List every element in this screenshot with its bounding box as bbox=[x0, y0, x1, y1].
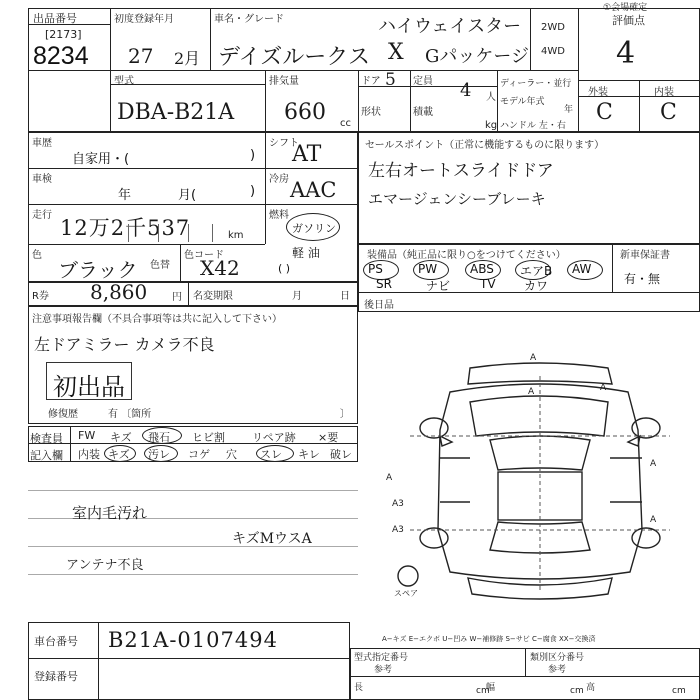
displacement-unit: cc bbox=[340, 118, 351, 129]
grade: X bbox=[388, 40, 404, 65]
damage-mark-left-a3-upper: A3 bbox=[392, 499, 404, 509]
registration-number-label: 登録番号 bbox=[34, 670, 78, 683]
model-designation-ref: 参考 bbox=[374, 665, 393, 675]
history-value: 自家用・( bbox=[72, 152, 130, 167]
recycle-label: R券 bbox=[32, 291, 49, 302]
color-code-label: 色コード bbox=[184, 250, 224, 261]
evaluation-label: 評価点 bbox=[612, 14, 645, 27]
handle-label: ハンドル 左・右 bbox=[500, 121, 566, 131]
dealer-label: ディーラー・並行 bbox=[500, 79, 572, 89]
inspector-item: 穴 bbox=[226, 448, 237, 461]
equipment-item: AW bbox=[572, 262, 592, 276]
doors-label: ドア bbox=[361, 76, 381, 87]
fuel-label: 燃料 bbox=[269, 210, 289, 221]
classification-label: 類別区分番号 bbox=[530, 653, 585, 663]
fuel-other: ( ) bbox=[278, 262, 291, 275]
fuel-gasoline-circle bbox=[286, 213, 340, 241]
aircon-value: AAC bbox=[290, 178, 337, 202]
repair-close: 〕 bbox=[340, 409, 350, 420]
inspection-close: ) bbox=[250, 184, 256, 199]
history-label: 車歴 bbox=[32, 138, 52, 149]
name-change-day: 日 bbox=[340, 291, 350, 302]
width-unit: cm bbox=[570, 686, 584, 696]
shift-label: シフト bbox=[269, 138, 299, 149]
equipment-item: ABS bbox=[470, 262, 494, 276]
repair-value: 有 〔箇所 bbox=[108, 409, 152, 420]
model-year-label: モデル年式 bbox=[500, 97, 545, 107]
lot-number: 8234 bbox=[33, 42, 89, 70]
sales-point-line2: エマージェンシーブレーキ bbox=[368, 190, 546, 208]
length-label: 長 bbox=[354, 683, 364, 693]
damage-mark-left-a3-lower: A3 bbox=[392, 525, 404, 535]
load-label: 積載 bbox=[413, 107, 433, 118]
chassis-label: 車台番号 bbox=[34, 635, 78, 648]
equipment-item: エアB bbox=[520, 264, 553, 278]
name-change-label: 名変期限 bbox=[193, 291, 233, 302]
first-registration-month: 2月 bbox=[174, 49, 201, 68]
inspector-item: FW bbox=[78, 429, 96, 442]
length-unit: cm bbox=[476, 686, 490, 696]
fuel-diesel: 軽 油 bbox=[292, 246, 320, 260]
inspection-month: 月( bbox=[178, 188, 197, 203]
equipment-item: TV bbox=[480, 277, 496, 291]
exterior-label: 外装 bbox=[588, 87, 608, 98]
first-listing-stamp-text: 初出品 bbox=[53, 373, 125, 401]
sales-point-label: セールスポイント（正常に機能するものに限ります） bbox=[365, 140, 605, 151]
shift-value: AT bbox=[292, 142, 322, 167]
inspector-item: キレ bbox=[298, 448, 320, 461]
inspector-item: キズ bbox=[110, 431, 132, 444]
damage-mark-right-door: A bbox=[650, 459, 657, 469]
height-label: 高 bbox=[586, 683, 596, 693]
damage-mark-front-right: A bbox=[600, 383, 607, 393]
chassis-value: B21A-0107494 bbox=[108, 628, 278, 652]
model-designation-label: 型式指定番号 bbox=[354, 653, 409, 663]
classification-ref: 参考 bbox=[548, 665, 567, 675]
inspector-item: ヒビ割 bbox=[192, 431, 225, 444]
notes-line1: 左ドアミラー カメラ不良 bbox=[34, 335, 215, 354]
damage-mark-front: A bbox=[530, 353, 537, 363]
inspector-item: リペア跡 bbox=[252, 431, 296, 444]
damage-legend: A−キズ E−エクボ U−凹み W−補修跡 S−サビ C−腐食 XX−交換済 bbox=[382, 635, 596, 643]
color-label: 色 bbox=[32, 250, 42, 261]
capacity-unit: 人 bbox=[486, 92, 496, 103]
lot-sub-number: [2173] bbox=[45, 28, 82, 41]
inspection-year: 年 bbox=[118, 188, 132, 203]
first-registration-year: 27 bbox=[128, 44, 154, 68]
interior-label: 内装 bbox=[654, 87, 674, 98]
doors-value: 5 bbox=[385, 70, 396, 90]
model-name-label: 車名・グレード bbox=[214, 14, 284, 25]
capacity-label: 定員 bbox=[413, 76, 433, 87]
model-name-main: デイズルークス bbox=[218, 45, 371, 70]
mileage-unit: km bbox=[228, 230, 244, 241]
lot-number-label: 出品番号 bbox=[33, 12, 77, 25]
interior-grade: C bbox=[660, 100, 677, 125]
warranty-label: 新車保証書 bbox=[620, 250, 670, 261]
damage-mark-hood: A bbox=[528, 387, 535, 397]
inspector-item: 汚レ bbox=[148, 448, 170, 461]
remarks-line2: キズMウスA bbox=[232, 531, 312, 547]
recycle-unit: 円 bbox=[172, 292, 182, 303]
capacity-value: 4 bbox=[460, 80, 472, 101]
inspector-item-circle bbox=[256, 445, 294, 462]
type-label: 型式 bbox=[114, 76, 134, 87]
displacement-label: 排気量 bbox=[269, 76, 299, 87]
type-value: DBA-B21A bbox=[117, 100, 235, 125]
equipment-item: SR bbox=[376, 277, 392, 291]
inspector-item: ×要 bbox=[318, 431, 339, 444]
inspector-item: スレ bbox=[260, 448, 282, 461]
equipment-item: PS bbox=[368, 262, 383, 276]
sales-point-line1: 左右オートスライドドア bbox=[368, 161, 554, 181]
damage-mark-right-rear: A bbox=[650, 515, 657, 525]
aircon-label: 冷房 bbox=[269, 174, 289, 185]
evaluation-score: 4 bbox=[616, 36, 636, 71]
repair-label: 修復歴 bbox=[48, 409, 78, 420]
shape-label: 形状 bbox=[361, 107, 381, 118]
inspector-label: 検査員 bbox=[30, 432, 63, 445]
remarks-line1: 室内毛汚れ bbox=[72, 504, 148, 522]
inspector-item: 飛石 bbox=[148, 431, 170, 444]
drive-4wd: 4WD bbox=[541, 46, 565, 57]
equipment-item: ナビ bbox=[426, 279, 451, 293]
height-unit: cm bbox=[672, 686, 686, 696]
inspector-item: コゲ bbox=[188, 448, 210, 461]
displacement-value: 660 bbox=[284, 100, 326, 125]
equipment-item-circle bbox=[567, 260, 603, 280]
exterior-grade: C bbox=[596, 100, 613, 125]
first-registration-label: 初度登録年月 bbox=[114, 14, 174, 25]
remarks-line3: アンテナ不良 bbox=[66, 558, 144, 573]
after-delivery-label: 後日品 bbox=[364, 300, 394, 311]
equipment-label: 装備品（純正品に限り○をつけてください） bbox=[367, 250, 566, 261]
car-damage-diagram bbox=[380, 340, 698, 612]
equipment-item: カワ bbox=[524, 279, 549, 293]
fuel-gasoline: ガソリン bbox=[292, 222, 336, 235]
inspector-item: 内装 bbox=[78, 448, 100, 461]
inspection-label: 車検 bbox=[32, 174, 52, 185]
spare-label: スペア bbox=[394, 589, 418, 598]
name-change-month: 月 bbox=[292, 291, 302, 302]
color-code-value: X42 bbox=[200, 256, 240, 280]
inspector-item-circle bbox=[144, 445, 178, 462]
mileage-label: 走行 bbox=[32, 210, 52, 221]
model-year-suffix: 年 bbox=[564, 105, 574, 115]
width-label: 幅 bbox=[486, 683, 496, 693]
first-listing-stamp bbox=[46, 362, 132, 400]
inspector-item: 破レ bbox=[330, 448, 352, 461]
inspector-item: キズ bbox=[108, 448, 130, 461]
inspector-item-circle bbox=[104, 445, 136, 462]
flying-stone-circle bbox=[142, 427, 182, 444]
drive-2wd: 2WD bbox=[541, 22, 565, 33]
recycle-value: 8,860 bbox=[90, 280, 148, 304]
load-unit: kg bbox=[485, 120, 498, 131]
history-close: ) bbox=[250, 148, 256, 163]
model-name-top: ハイウェイスター bbox=[378, 16, 522, 37]
warranty-value: 有・無 bbox=[624, 272, 661, 286]
mileage-value: 12万2千537 bbox=[60, 216, 191, 240]
color-value: ブラック bbox=[58, 258, 138, 282]
notes-label: 注意事項報告欄（不具合事項等は共に記入して下さい） bbox=[32, 314, 282, 325]
damage-mark-left-door: A bbox=[386, 473, 393, 483]
circle-confirmed-label: ①会場確定 bbox=[603, 3, 648, 13]
entry-label: 記入欄 bbox=[30, 449, 63, 462]
package: Gパッケージ bbox=[425, 46, 530, 67]
color-change-label: 色替 bbox=[150, 260, 170, 271]
car-outline bbox=[398, 363, 660, 599]
equipment-item: PW bbox=[418, 262, 438, 276]
